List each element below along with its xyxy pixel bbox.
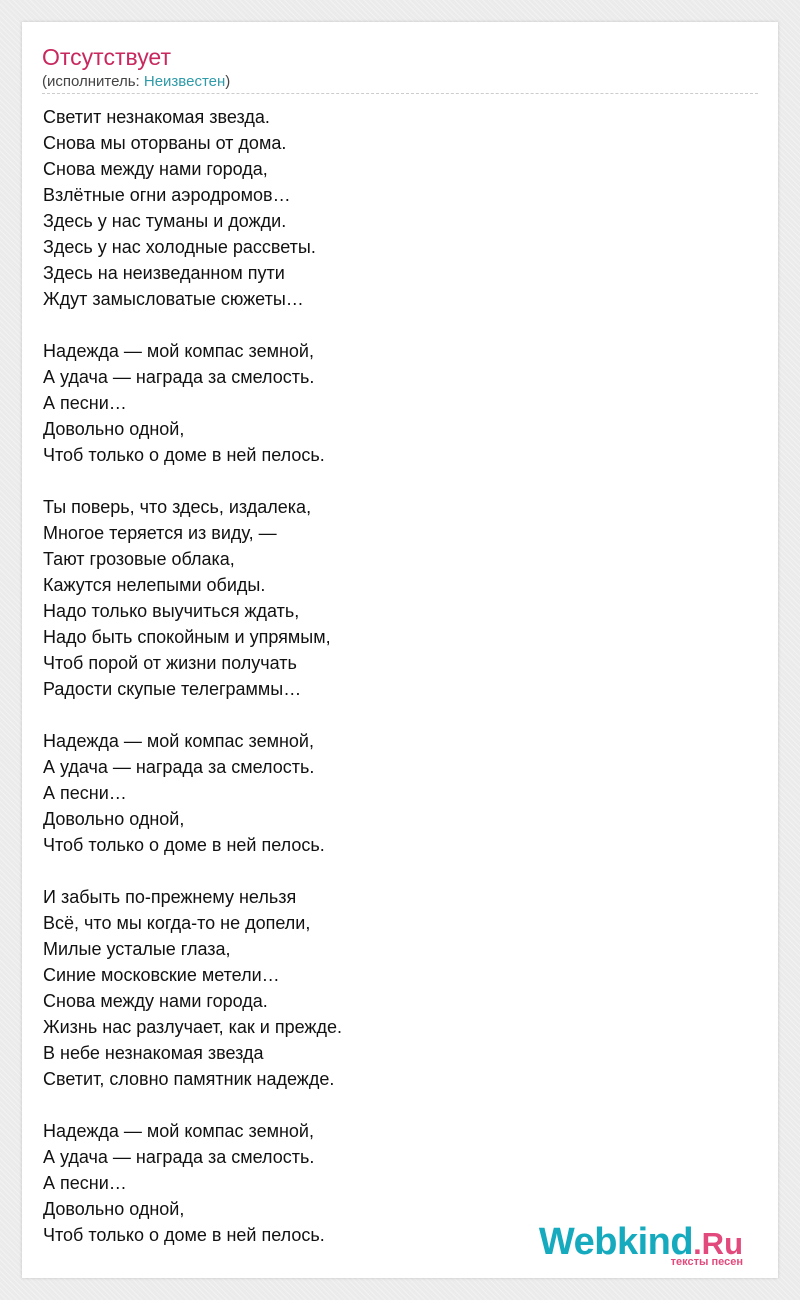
header-divider: [42, 93, 758, 94]
lyric-line: Снова между нами города.: [43, 991, 268, 1011]
lyrics-card: [22, 22, 778, 1278]
stanza-chorus-2: [43, 728, 743, 858]
lyric-line: Чтоб только о доме в ней пелось.: [43, 445, 325, 465]
lyric-line: Надо только выучиться ждать,: [43, 601, 300, 621]
lyric-line: Ты поверь, что здесь, издалека,: [43, 497, 312, 517]
lyric-line: Надежда — мой компас земной,: [43, 341, 314, 361]
lyric-line: Многое теряется из виду, —: [43, 523, 277, 543]
lyric-line: Взлётные огни аэродромов…: [43, 185, 291, 205]
lyric-line: Здесь у нас туманы и дожди.: [43, 211, 287, 231]
lyric-line: А песни…: [43, 783, 127, 803]
stanza-verse-1: [43, 104, 743, 312]
lyric-line: Снова мы оторваны от дома.: [43, 133, 287, 153]
lyric-line: В небе незнакомая звезда: [43, 1043, 264, 1063]
lyric-line: Довольно одной,: [43, 419, 185, 439]
lyric-line: Надо быть спокойным и упрямым,: [43, 627, 331, 647]
lyric-line: Довольно одной,: [43, 809, 185, 829]
logo-tagline: тексты песен: [670, 1256, 743, 1268]
lyric-line: Милые усталые глаза,: [43, 939, 231, 959]
lyric-line: Всё, что мы когда-то не допели,: [43, 913, 311, 933]
song-title: Отсутствует: [42, 44, 171, 70]
logo-tld: .Ru: [693, 1226, 743, 1261]
lyric-line: Здесь на неизведанном пути: [43, 263, 285, 283]
lyric-line: Чтоб порой от жизни получать: [43, 653, 297, 673]
lyric-line: А песни…: [43, 393, 127, 413]
lyric-line: Здесь у нас холодные рассветы.: [43, 237, 316, 257]
lyric-line: А удача — награда за смелость.: [43, 757, 315, 777]
webkind-logo[interactable]: [538, 1221, 743, 1268]
lyric-line: Надежда — мой компас земной,: [43, 731, 314, 751]
lyric-line: Синие московские метели…: [43, 965, 280, 985]
lyric-line: И забыть по-прежнему нельзя: [43, 887, 297, 907]
lyric-line: Тают грозовые облака,: [43, 549, 235, 569]
lyric-line: Светит незнакомая звезда.: [43, 107, 270, 127]
lyric-line: А удача — награда за смелость.: [43, 367, 315, 387]
stanza-verse-3: [43, 884, 743, 1092]
artist-suffix: ): [225, 73, 231, 90]
stanza-chorus-1: [43, 338, 743, 468]
lyric-line: А песни…: [43, 1173, 127, 1193]
lyric-line: Кажутся нелепыми обиды.: [43, 575, 266, 595]
lyric-line: Довольно одной,: [43, 1199, 185, 1219]
lyric-line: Ждут замысловатые сюжеты…: [43, 289, 304, 309]
artist-prefix: (исполнитель:: [42, 73, 144, 90]
lyric-line: Чтоб только о доме в ней пелось.: [43, 835, 325, 855]
lyric-line: Радости скупые телеграммы…: [43, 679, 302, 699]
artist-line: [42, 72, 230, 92]
lyric-line: А удача — награда за смелость.: [43, 1147, 315, 1167]
lyric-line: Жизнь нас разлучает, как и прежде.: [43, 1017, 342, 1037]
stanza-verse-2: [43, 494, 743, 702]
lyric-line: Надежда — мой компас земной,: [43, 1121, 314, 1141]
lyric-line: Снова между нами города,: [43, 159, 268, 179]
lyric-line: Чтоб только о доме в ней пелось.: [43, 1225, 325, 1245]
lyrics-text: [43, 104, 743, 1274]
artist-link[interactable]: Неизвестен: [143, 73, 226, 90]
lyric-line: Светит, словно памятник надежде.: [43, 1069, 335, 1089]
logo-name: Webkind: [538, 1221, 694, 1263]
